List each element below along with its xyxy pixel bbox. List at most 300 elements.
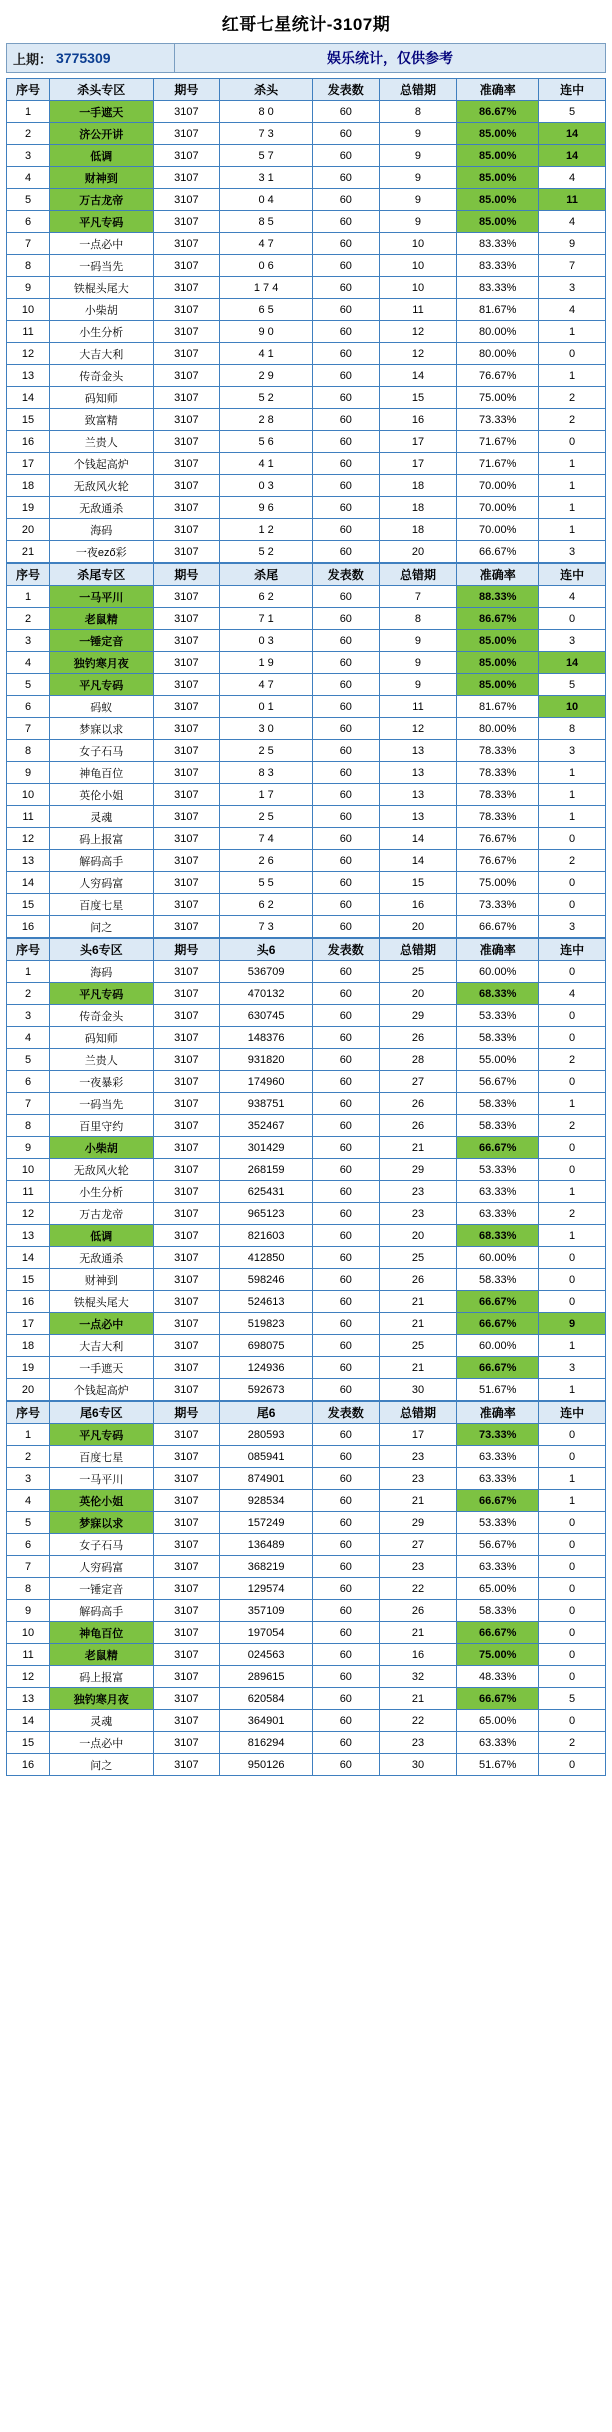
cell-zone-name: 百度七星 <box>50 894 153 916</box>
cell-index: 11 <box>7 321 50 343</box>
cell-total: 11 <box>379 299 457 321</box>
cell-zone-name: 女子石马 <box>50 740 153 762</box>
table-row <box>7 1247 606 1269</box>
col-header-rate: 准确率 <box>457 1402 539 1424</box>
cell-index: 14 <box>7 1710 50 1732</box>
cell-total: 23 <box>379 1203 457 1225</box>
cell-total: 10 <box>379 255 457 277</box>
cell-zone-name: 海码 <box>50 519 153 541</box>
cell-rate: 80.00% <box>457 718 539 740</box>
cell-index: 4 <box>7 1027 50 1049</box>
table-row <box>7 497 606 519</box>
table-row <box>7 1644 606 1666</box>
cell-streak: 8 <box>539 718 606 740</box>
cell-index: 12 <box>7 1203 50 1225</box>
cell-zone-name: 低调 <box>50 145 153 167</box>
cell-streak: 0 <box>539 1666 606 1688</box>
cell-index: 15 <box>7 409 50 431</box>
cell-issues: 60 <box>312 1710 379 1732</box>
cell-zone-name: 低调 <box>50 1225 153 1247</box>
cell-issues: 60 <box>312 872 379 894</box>
cell-index: 16 <box>7 1291 50 1313</box>
cell-streak: 0 <box>539 1071 606 1093</box>
cell-streak: 4 <box>539 211 606 233</box>
cell-issues: 60 <box>312 101 379 123</box>
cell-index: 20 <box>7 519 50 541</box>
cell-value: 2 6 <box>220 850 313 872</box>
cell-zone-name: 个钱起高炉 <box>50 1379 153 1401</box>
cell-streak: 2 <box>539 387 606 409</box>
cell-value: 124936 <box>220 1357 313 1379</box>
cell-index: 16 <box>7 916 50 938</box>
cell-value: 5 2 <box>220 387 313 409</box>
table-row <box>7 850 606 872</box>
table-row <box>7 1049 606 1071</box>
cell-total: 17 <box>379 431 457 453</box>
cell-issues: 60 <box>312 652 379 674</box>
cell-zone-name: 一点必中 <box>50 1732 153 1754</box>
cell-rate: 65.00% <box>457 1710 539 1732</box>
cell-index: 12 <box>7 828 50 850</box>
cell-index: 5 <box>7 189 50 211</box>
table-row <box>7 211 606 233</box>
cell-period: 3107 <box>153 1027 220 1049</box>
col-header-total: 总错期 <box>379 79 457 101</box>
cell-index: 18 <box>7 1335 50 1357</box>
cell-period: 3107 <box>153 1688 220 1710</box>
cell-period: 3107 <box>153 1203 220 1225</box>
cell-value: 7 3 <box>220 916 313 938</box>
cell-streak: 1 <box>539 1490 606 1512</box>
cell-period: 3107 <box>153 1754 220 1776</box>
cell-period: 3107 <box>153 1710 220 1732</box>
cell-value: 0 4 <box>220 189 313 211</box>
cell-period: 3107 <box>153 630 220 652</box>
cell-total: 9 <box>379 123 457 145</box>
cell-total: 13 <box>379 762 457 784</box>
cell-issues: 60 <box>312 1754 379 1776</box>
cell-rate: 58.33% <box>457 1115 539 1137</box>
cell-zone-name: 小生分析 <box>50 321 153 343</box>
cell-issues: 60 <box>312 365 379 387</box>
cell-issues: 60 <box>312 1600 379 1622</box>
cell-period: 3107 <box>153 696 220 718</box>
cell-index: 3 <box>7 1468 50 1490</box>
cell-streak: 1 <box>539 1181 606 1203</box>
cell-value: 874901 <box>220 1468 313 1490</box>
cell-value: 4 7 <box>220 674 313 696</box>
cell-zone-name: 小柴胡 <box>50 1137 153 1159</box>
cell-zone-name: 平凡专码 <box>50 983 153 1005</box>
cell-value: 8 3 <box>220 762 313 784</box>
table-header-row <box>7 1402 606 1424</box>
cell-rate: 48.33% <box>457 1666 539 1688</box>
cell-streak: 1 <box>539 1225 606 1247</box>
cell-value: 3 1 <box>220 167 313 189</box>
cell-period: 3107 <box>153 167 220 189</box>
cell-zone-name: 铁棍头尾大 <box>50 1291 153 1313</box>
page-title: 红哥七星统计-3107期 <box>221 15 391 34</box>
cell-value: 7 3 <box>220 123 313 145</box>
cell-total: 23 <box>379 1468 457 1490</box>
cell-streak: 2 <box>539 1049 606 1071</box>
cell-index: 15 <box>7 894 50 916</box>
cell-period: 3107 <box>153 453 220 475</box>
table-row <box>7 365 606 387</box>
cell-streak: 0 <box>539 1424 606 1446</box>
cell-period: 3107 <box>153 233 220 255</box>
cell-zone-name: 人穷码富 <box>50 872 153 894</box>
cell-period: 3107 <box>153 740 220 762</box>
cell-value: 1 7 4 <box>220 277 313 299</box>
cell-value: 8 5 <box>220 211 313 233</box>
cell-total: 16 <box>379 1644 457 1666</box>
cell-issues: 60 <box>312 1688 379 1710</box>
cell-index: 10 <box>7 1622 50 1644</box>
table-row <box>7 1071 606 1093</box>
cell-index: 10 <box>7 784 50 806</box>
cell-value: 174960 <box>220 1071 313 1093</box>
cell-total: 21 <box>379 1622 457 1644</box>
cell-period: 3107 <box>153 872 220 894</box>
cell-zone-name: 码蚁 <box>50 696 153 718</box>
cell-streak: 1 <box>539 1093 606 1115</box>
cell-zone-name: 一夜暴彩 <box>50 1071 153 1093</box>
cell-total: 22 <box>379 1578 457 1600</box>
table-row <box>7 1203 606 1225</box>
cell-total: 28 <box>379 1049 457 1071</box>
cell-rate: 85.00% <box>457 674 539 696</box>
table-row <box>7 167 606 189</box>
cell-streak: 0 <box>539 894 606 916</box>
cell-value: 592673 <box>220 1379 313 1401</box>
cell-issues: 60 <box>312 1534 379 1556</box>
cell-issues: 60 <box>312 519 379 541</box>
cell-period: 3107 <box>153 189 220 211</box>
cell-index: 3 <box>7 630 50 652</box>
cell-period: 3107 <box>153 916 220 938</box>
cell-total: 29 <box>379 1005 457 1027</box>
cell-total: 12 <box>379 718 457 740</box>
cell-total: 29 <box>379 1159 457 1181</box>
cell-rate: 75.00% <box>457 1644 539 1666</box>
cell-period: 3107 <box>153 1115 220 1137</box>
table-row <box>7 696 606 718</box>
cell-issues: 60 <box>312 740 379 762</box>
cell-issues: 60 <box>312 1203 379 1225</box>
cell-streak: 0 <box>539 1644 606 1666</box>
cell-value: 024563 <box>220 1644 313 1666</box>
cell-rate: 66.67% <box>457 1137 539 1159</box>
cell-rate: 58.33% <box>457 1269 539 1291</box>
cell-value: 7 4 <box>220 828 313 850</box>
cell-total: 21 <box>379 1357 457 1379</box>
cell-period: 3107 <box>153 586 220 608</box>
cell-total: 13 <box>379 806 457 828</box>
cell-total: 17 <box>379 453 457 475</box>
cell-issues: 60 <box>312 321 379 343</box>
cell-zone-name: 梦寐以求 <box>50 718 153 740</box>
cell-value: 085941 <box>220 1446 313 1468</box>
cell-rate: 63.33% <box>457 1732 539 1754</box>
cell-index: 1 <box>7 1424 50 1446</box>
cell-total: 21 <box>379 1137 457 1159</box>
cell-zone-name: 无敌通杀 <box>50 1247 153 1269</box>
cell-period: 3107 <box>153 255 220 277</box>
cell-zone-name: 问之 <box>50 916 153 938</box>
cell-value: 364901 <box>220 1710 313 1732</box>
cell-streak: 0 <box>539 1446 606 1468</box>
cell-zone-name: 百度七星 <box>50 1446 153 1468</box>
cell-value: 1 2 <box>220 519 313 541</box>
table-row <box>7 1225 606 1247</box>
table-row <box>7 1490 606 1512</box>
cell-streak: 0 <box>539 1754 606 1776</box>
col-header-value: 头6 <box>220 939 313 961</box>
cell-period: 3107 <box>153 1512 220 1534</box>
cell-total: 20 <box>379 541 457 563</box>
cell-rate: 75.00% <box>457 387 539 409</box>
cell-rate: 58.33% <box>457 1093 539 1115</box>
table-header-row <box>7 79 606 101</box>
table-row <box>7 519 606 541</box>
cell-zone-name: 英伦小姐 <box>50 784 153 806</box>
cell-zone-name: 海码 <box>50 961 153 983</box>
cell-zone-name: 一锤定音 <box>50 630 153 652</box>
cell-total: 25 <box>379 1247 457 1269</box>
cell-rate: 51.67% <box>457 1754 539 1776</box>
cell-total: 9 <box>379 674 457 696</box>
col-header-zone: 头6专区 <box>50 939 153 961</box>
cell-value: 598246 <box>220 1269 313 1291</box>
cell-issues: 60 <box>312 541 379 563</box>
cell-period: 3107 <box>153 828 220 850</box>
table-row <box>7 806 606 828</box>
cell-streak: 11 <box>539 189 606 211</box>
cell-rate: 66.67% <box>457 1490 539 1512</box>
cell-index: 17 <box>7 1313 50 1335</box>
cell-zone-name: 英伦小姐 <box>50 1490 153 1512</box>
cell-total: 10 <box>379 277 457 299</box>
table-row <box>7 1335 606 1357</box>
cell-total: 18 <box>379 497 457 519</box>
cell-streak: 3 <box>539 630 606 652</box>
cell-streak: 14 <box>539 123 606 145</box>
cell-streak: 0 <box>539 1137 606 1159</box>
cell-issues: 60 <box>312 1071 379 1093</box>
cell-rate: 83.33% <box>457 277 539 299</box>
cell-streak: 5 <box>539 674 606 696</box>
cell-rate: 83.33% <box>457 255 539 277</box>
table-row <box>7 1754 606 1776</box>
cell-total: 30 <box>379 1754 457 1776</box>
cell-period: 3107 <box>153 850 220 872</box>
cell-index: 8 <box>7 740 50 762</box>
cell-issues: 60 <box>312 299 379 321</box>
cell-total: 14 <box>379 828 457 850</box>
cell-period: 3107 <box>153 1181 220 1203</box>
cell-rate: 78.33% <box>457 806 539 828</box>
cell-issues: 60 <box>312 1115 379 1137</box>
cell-total: 12 <box>379 343 457 365</box>
cell-rate: 68.33% <box>457 983 539 1005</box>
cell-period: 3107 <box>153 1622 220 1644</box>
cell-zone-name: 神龟百位 <box>50 762 153 784</box>
table-row <box>7 652 606 674</box>
cell-zone-name: 码上报富 <box>50 1666 153 1688</box>
cell-index: 7 <box>7 1556 50 1578</box>
sections-container <box>6 78 606 1776</box>
cell-issues: 60 <box>312 1335 379 1357</box>
cell-zone-name: 兰贵人 <box>50 431 153 453</box>
col-header-value: 尾6 <box>220 1402 313 1424</box>
cell-issues: 60 <box>312 1313 379 1335</box>
table-row <box>7 255 606 277</box>
table-row <box>7 299 606 321</box>
cell-period: 3107 <box>153 1137 220 1159</box>
cell-streak: 2 <box>539 850 606 872</box>
cell-rate: 53.33% <box>457 1005 539 1027</box>
table-row <box>7 961 606 983</box>
cell-rate: 85.00% <box>457 630 539 652</box>
cell-rate: 73.33% <box>457 894 539 916</box>
cell-rate: 86.67% <box>457 608 539 630</box>
cell-value: 129574 <box>220 1578 313 1600</box>
cell-value: 412850 <box>220 1247 313 1269</box>
table-row <box>7 233 606 255</box>
cell-streak: 1 <box>539 784 606 806</box>
cell-issues: 60 <box>312 1181 379 1203</box>
cell-total: 9 <box>379 145 457 167</box>
table-row <box>7 762 606 784</box>
cell-streak: 3 <box>539 1357 606 1379</box>
cell-rate: 66.67% <box>457 1622 539 1644</box>
col-header-value: 杀尾 <box>220 564 313 586</box>
cell-period: 3107 <box>153 894 220 916</box>
cell-streak: 1 <box>539 453 606 475</box>
cell-index: 11 <box>7 806 50 828</box>
cell-index: 12 <box>7 343 50 365</box>
table-row <box>7 1159 606 1181</box>
cell-index: 8 <box>7 255 50 277</box>
cell-issues: 60 <box>312 806 379 828</box>
cell-rate: 73.33% <box>457 409 539 431</box>
cell-total: 27 <box>379 1071 457 1093</box>
cell-period: 3107 <box>153 1093 220 1115</box>
cell-issues: 60 <box>312 1159 379 1181</box>
cell-rate: 70.00% <box>457 519 539 541</box>
cell-rate: 73.33% <box>457 1424 539 1446</box>
cell-issues: 60 <box>312 1446 379 1468</box>
cell-zone-name: 独钓寒月夜 <box>50 1688 153 1710</box>
cell-zone-name: 无敌通杀 <box>50 497 153 519</box>
cell-issues: 60 <box>312 431 379 453</box>
cell-period: 3107 <box>153 1071 220 1093</box>
cell-rate: 63.33% <box>457 1556 539 1578</box>
cell-total: 10 <box>379 233 457 255</box>
cell-period: 3107 <box>153 1159 220 1181</box>
cell-rate: 75.00% <box>457 872 539 894</box>
table-header-row <box>7 939 606 961</box>
cell-period: 3107 <box>153 1357 220 1379</box>
cell-rate: 58.33% <box>457 1600 539 1622</box>
cell-issues: 60 <box>312 1093 379 1115</box>
cell-value: 9 6 <box>220 497 313 519</box>
cell-streak: 1 <box>539 519 606 541</box>
cell-rate: 76.67% <box>457 850 539 872</box>
table-row <box>7 586 606 608</box>
cell-streak: 10 <box>539 696 606 718</box>
cell-index: 2 <box>7 123 50 145</box>
cell-issues: 60 <box>312 145 379 167</box>
cell-value: 352467 <box>220 1115 313 1137</box>
cell-value: 2 9 <box>220 365 313 387</box>
cell-total: 8 <box>379 608 457 630</box>
cell-zone-name: 小柴胡 <box>50 299 153 321</box>
cell-rate: 66.67% <box>457 1291 539 1313</box>
cell-streak: 0 <box>539 1556 606 1578</box>
cell-rate: 53.33% <box>457 1512 539 1534</box>
cell-rate: 78.33% <box>457 762 539 784</box>
cell-rate: 85.00% <box>457 211 539 233</box>
cell-streak: 0 <box>539 1159 606 1181</box>
cell-issues: 60 <box>312 1379 379 1401</box>
cell-streak: 0 <box>539 1578 606 1600</box>
cell-rate: 80.00% <box>457 343 539 365</box>
cell-zone-name: 财神到 <box>50 1269 153 1291</box>
cell-zone-name: 独钓寒月夜 <box>50 652 153 674</box>
cell-issues: 60 <box>312 696 379 718</box>
cell-issues: 60 <box>312 167 379 189</box>
cell-rate: 63.33% <box>457 1446 539 1468</box>
cell-total: 22 <box>379 1710 457 1732</box>
cell-value: 289615 <box>220 1666 313 1688</box>
cell-zone-name: 一马平川 <box>50 1468 153 1490</box>
cell-zone-name: 一点必中 <box>50 1313 153 1335</box>
cell-value: 4 7 <box>220 233 313 255</box>
cell-value: 368219 <box>220 1556 313 1578</box>
cell-period: 3107 <box>153 1005 220 1027</box>
cell-zone-name: 解码高手 <box>50 850 153 872</box>
cell-rate: 76.67% <box>457 365 539 387</box>
cell-index: 5 <box>7 1049 50 1071</box>
cell-total: 26 <box>379 1027 457 1049</box>
cell-value: 6 2 <box>220 894 313 916</box>
cell-total: 26 <box>379 1093 457 1115</box>
cell-period: 3107 <box>153 1269 220 1291</box>
cell-issues: 60 <box>312 1622 379 1644</box>
cell-period: 3107 <box>153 277 220 299</box>
cell-streak: 0 <box>539 1710 606 1732</box>
table-row <box>7 1424 606 1446</box>
table-row <box>7 145 606 167</box>
cell-issues: 60 <box>312 277 379 299</box>
cell-total: 20 <box>379 1225 457 1247</box>
cell-streak: 4 <box>539 167 606 189</box>
cell-streak: 5 <box>539 1688 606 1710</box>
cell-rate: 85.00% <box>457 123 539 145</box>
cell-period: 3107 <box>153 1600 220 1622</box>
cell-streak: 4 <box>539 299 606 321</box>
cell-zone-name: 问之 <box>50 1754 153 1776</box>
cell-rate: 88.33% <box>457 586 539 608</box>
cell-rate: 60.00% <box>457 1335 539 1357</box>
cell-issues: 60 <box>312 233 379 255</box>
cell-value: 3 0 <box>220 718 313 740</box>
cell-issues: 60 <box>312 586 379 608</box>
col-header-index: 序号 <box>7 79 50 101</box>
cell-period: 3107 <box>153 211 220 233</box>
